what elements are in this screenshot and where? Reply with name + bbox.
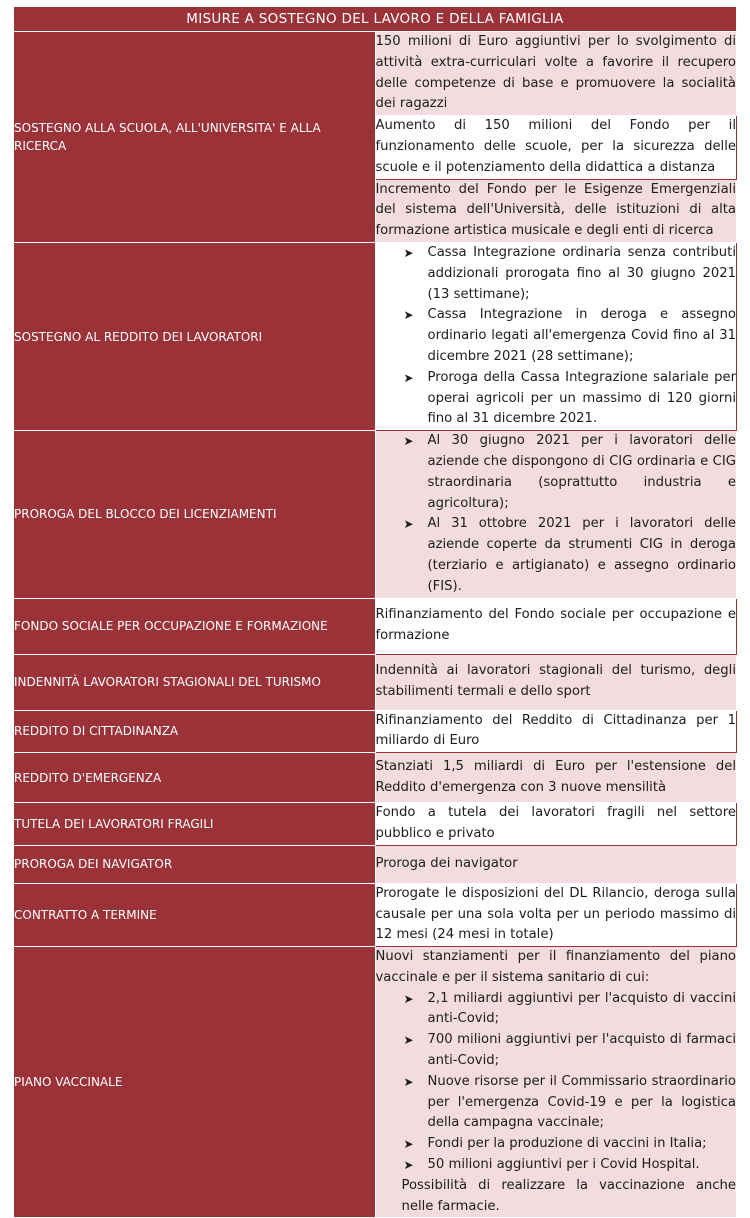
arrow-bullet-icon: ➤ bbox=[403, 245, 414, 260]
row-content-cittadinanza: Rifinanziamento del Reddito di Cittadinanza per 1 miliardo di Euro bbox=[375, 710, 737, 753]
row-content-fondo-sociale: Rifinanziamento del Fondo sociale per occupazione e formazione bbox=[375, 598, 737, 654]
list-item bbox=[376, 989, 737, 1031]
list-item bbox=[376, 305, 737, 367]
list-item bbox=[376, 1134, 737, 1155]
table-row bbox=[14, 598, 737, 654]
row-content-scuola-2: Aumento di 150 milioni del Fondo per il funzionamento delle scuole, per la sicurezza delle scuole e il potenziamento della didattica a distanza bbox=[375, 116, 737, 179]
row-label-scuola: SOSTEGNO ALLA SCUOLA, ALL'UNIVERSITA' E ALLA RICERCA bbox=[14, 32, 376, 243]
row-content-scuola-1: 150 milioni di Euro aggiuntivi per lo svolgimento di attività extra-curriculari volte a favorire il recupero delle competenze di base e promuovere la socialità dei ragazzi bbox=[375, 32, 737, 116]
row-content-vaccinale bbox=[375, 947, 737, 1218]
list-item bbox=[376, 368, 737, 430]
bullet-list bbox=[376, 243, 737, 430]
table-row bbox=[14, 947, 737, 1218]
row-content-reddito-lavoratori bbox=[375, 242, 737, 430]
table-title: MISURE A SOSTEGNO DEL LAVORO E DELLA FAMIGLIA bbox=[14, 7, 737, 32]
row-label-licenziamenti: PROROGA DEL BLOCCO DEI LICENZIAMENTI bbox=[14, 431, 376, 598]
row-label-fondo-sociale: FONDO SOCIALE PER OCCUPAZIONE E FORMAZIONE bbox=[14, 598, 376, 654]
row-content-licenziamenti bbox=[375, 431, 737, 598]
vaccinale-outro: Possibilità di realizzare la vaccinazione anche nelle farmacie. bbox=[401, 1177, 736, 1214]
vaccinale-intro: Nuovi stanziamenti per il finanziamento del piano vaccinale e per il sistema sanitario di cui: bbox=[375, 949, 736, 985]
table-row bbox=[14, 753, 737, 803]
table-row bbox=[14, 710, 737, 753]
list-item-text: Proroga della Cassa Integrazione salariale per operai agricoli per un massimo di 120 giorni fino al 31 dicembre 2021. bbox=[427, 369, 736, 427]
list-item bbox=[376, 1155, 737, 1176]
row-content-navigator: Proroga dei navigator bbox=[375, 845, 737, 883]
list-item-text: Cassa Integrazione ordinaria senza contributi addizionali prorogata fino al 30 giugno 2021 (13 settimane); bbox=[427, 244, 736, 302]
table-row bbox=[14, 654, 737, 710]
row-content-contratto: Prorogate le disposizioni del DL Rilancio, deroga sulla causale per una sola volta per un periodo massimo di 12 mesi (24 mesi in totale) bbox=[375, 883, 737, 946]
row-content-scuola-3: Incremento del Fondo per le Esigenze Emergenziali del sistema dell'Università, delle istituzioni di alta formazione artistica musicale e degli enti di ricerca bbox=[375, 179, 737, 242]
table-row bbox=[14, 32, 737, 116]
arrow-bullet-icon: ➤ bbox=[403, 434, 414, 449]
row-label-contratto: CONTRATTO A TERMINE bbox=[14, 883, 376, 946]
list-item bbox=[376, 1072, 737, 1134]
arrow-bullet-icon: ➤ bbox=[403, 1137, 414, 1152]
list-item-text: Fondi per la produzione di vaccini in Italia; bbox=[427, 1136, 707, 1152]
table-header-row bbox=[14, 7, 737, 32]
row-content-emergenza: Stanziati 1,5 miliardi di Euro per l'estensione del Reddito d'emergenza con 3 nuove mensilità bbox=[375, 753, 737, 803]
list-item-text: Al 30 giugno 2021 per i lavoratori delle aziende che dispongono di CIG ordinaria e CIG straordinaria (soprattutto industria e agricoltura); bbox=[427, 433, 736, 511]
list-item bbox=[376, 1030, 737, 1072]
arrow-bullet-icon: ➤ bbox=[403, 517, 414, 532]
row-label-stagionali: INDENNITÀ LAVORATORI STAGIONALI DEL TURISMO bbox=[14, 654, 376, 710]
arrow-bullet-icon: ➤ bbox=[403, 991, 414, 1006]
table-row bbox=[14, 242, 737, 430]
arrow-bullet-icon: ➤ bbox=[403, 1033, 414, 1048]
table-row bbox=[14, 803, 737, 846]
arrow-bullet-icon: ➤ bbox=[403, 308, 414, 323]
row-label-fragili: TUTELA DEI LAVORATORI FRAGILI bbox=[14, 803, 376, 846]
arrow-bullet-icon: ➤ bbox=[403, 1158, 414, 1173]
row-label-navigator: PROROGA DEI NAVIGATOR bbox=[14, 845, 376, 883]
list-item bbox=[376, 431, 737, 514]
list-item-text: Nuove risorse per il Commissario straordinario per l'emergenza Covid-19 e per la logistica della campagna vaccinale; bbox=[427, 1073, 736, 1131]
list-item-text: 50 milioni aggiuntivi per i Covid Hospital. bbox=[427, 1157, 700, 1173]
row-content-fragili: Fondo a tutela dei lavoratori fragili nel settore pubblico e privato bbox=[375, 803, 737, 846]
row-label-cittadinanza: REDDITO DI CITTADINANZA bbox=[14, 710, 376, 753]
list-item-text: Al 31 ottobre 2021 per i lavoratori delle aziende coperte da strumenti CIG in deroga (terziario e artigianato) e assegno ordinario (FIS). bbox=[427, 516, 736, 594]
list-item-text: 700 milioni aggiuntivi per l'acquisto di farmaci anti-Covid; bbox=[427, 1032, 736, 1069]
list-item-text: 2,1 miliardi aggiuntivi per l'acquisto di vaccini anti-Covid; bbox=[427, 990, 736, 1027]
list-item bbox=[376, 243, 737, 305]
row-content-stagionali: Indennità ai lavoratori stagionali del turismo, degli stabilimenti termali e dello sport bbox=[375, 654, 737, 710]
measures-table bbox=[13, 6, 737, 1218]
arrow-bullet-icon: ➤ bbox=[403, 1074, 414, 1089]
table-row bbox=[14, 431, 737, 598]
row-label-reddito-lavoratori: SOSTEGNO AL REDDITO DEI LAVORATORI bbox=[14, 242, 376, 430]
row-label-vaccinale: PIANO VACCINALE bbox=[14, 947, 376, 1218]
arrow-bullet-icon: ➤ bbox=[403, 370, 414, 385]
table-row bbox=[14, 845, 737, 883]
table-row bbox=[14, 883, 737, 946]
bullet-list bbox=[376, 431, 737, 597]
row-label-emergenza: REDDITO D'EMERGENZA bbox=[14, 753, 376, 803]
list-item bbox=[376, 514, 737, 597]
list-item-text: Cassa Integrazione in deroga e assegno ordinario legati all'emergenza Covid fino al 31 dicembre 2021 (28 settimane); bbox=[427, 307, 736, 364]
bullet-list bbox=[376, 989, 737, 1176]
